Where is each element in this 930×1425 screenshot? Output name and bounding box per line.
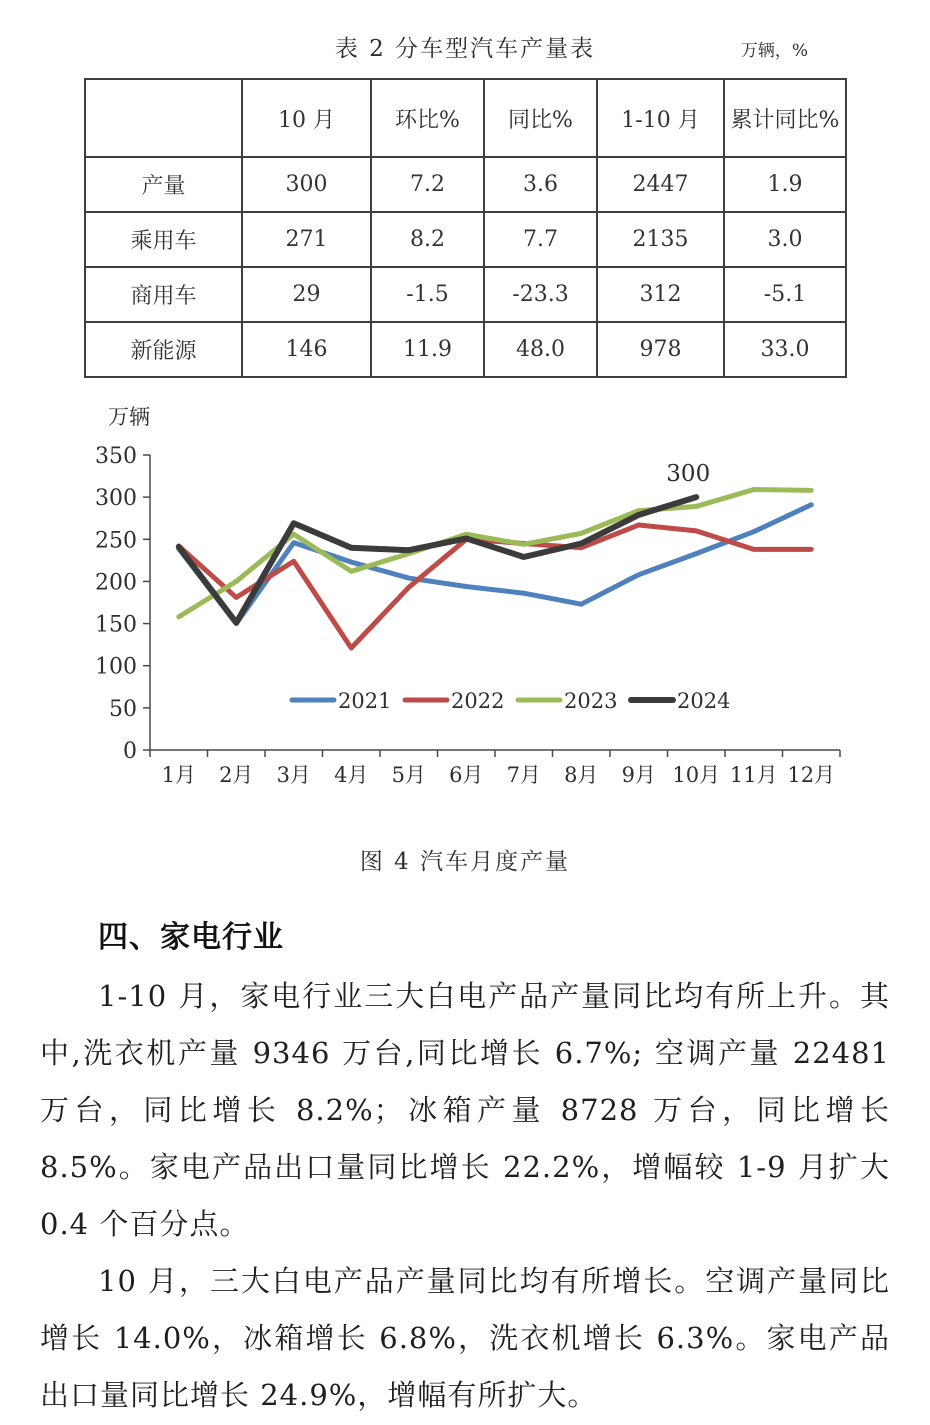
line-chart (0, 395, 930, 805)
y-axis (95, 444, 150, 764)
svg-text:9月: 9月 (621, 763, 656, 787)
col-header-october: 10 月 (242, 79, 371, 157)
section-heading: 四、家电行业 (98, 920, 284, 955)
table-header-row (85, 79, 846, 157)
svg-text:5月: 5月 (391, 763, 426, 787)
table-cell: 146 (242, 322, 371, 377)
table-row (85, 322, 846, 377)
svg-text:8月: 8月 (564, 763, 599, 787)
table-row (85, 212, 846, 267)
svg-text:7月: 7月 (506, 763, 541, 787)
svg-text:1月: 1月 (161, 763, 196, 787)
table-cell: 271 (242, 212, 371, 267)
chart-y-axis-label: 万辆 (108, 405, 150, 429)
table-cell: 33.0 (724, 322, 846, 377)
svg-text:0: 0 (123, 739, 137, 764)
row-label: 产量 (85, 157, 242, 212)
svg-text:250: 250 (95, 528, 137, 554)
table-cell: 48.0 (484, 322, 597, 377)
legend-label-2023: 2023 (564, 689, 618, 713)
table-cell: 7.2 (371, 157, 484, 212)
table-cell: 2135 (597, 212, 724, 267)
legend-label-2021: 2021 (338, 689, 392, 713)
table-cell: 312 (597, 267, 724, 322)
svg-text:3月: 3月 (276, 763, 311, 787)
data-label: 300 (666, 461, 711, 488)
svg-text:200: 200 (95, 570, 137, 596)
paragraph: 1-10 月，家电行业三大白电产品产量同比均有所上升。其中,洗衣机产量 9346 万台,同比增长 6.7%; 空调产量 22481 万台，同比增长 8.2%；冰箱产量 8728 万台，同比增长 8.5%。家电产品出口量同比增长 22.2%，增幅较 1-9 月扩大 0.4 个百分点。 (40, 979, 890, 1241)
col-header-yoy: 同比% (484, 79, 597, 157)
table-cell: 300 (242, 157, 371, 212)
table-unit-note: 万辆，% (740, 41, 808, 61)
svg-text:50: 50 (109, 696, 137, 722)
svg-text:4月: 4月 (334, 763, 369, 787)
svg-text:11月: 11月 (729, 763, 778, 787)
row-label: 商用车 (85, 267, 242, 322)
table-row (85, 157, 846, 212)
table-row (85, 267, 846, 322)
table-cell: 8.2 (371, 212, 484, 267)
table-cell: 1.9 (724, 157, 846, 212)
monthly-production-chart (0, 395, 930, 805)
production-table (84, 78, 847, 378)
chart-legend (292, 689, 730, 713)
figure-caption: 图 4 汽车月度产量 (359, 849, 571, 875)
table-cell: -23.3 (484, 267, 597, 322)
table-title: 表 2 分车型汽车产量表 (334, 36, 596, 62)
col-header-mom: 环比% (371, 79, 484, 157)
table-cell: -5.1 (724, 267, 846, 322)
table-cell: -1.5 (371, 267, 484, 322)
col-header-cum-yoy: 累计同比% (724, 79, 846, 157)
table-cell: 2447 (597, 157, 724, 212)
svg-text:100: 100 (95, 654, 137, 680)
table-cell: 11.9 (371, 322, 484, 377)
table-cell: 978 (597, 322, 724, 377)
x-axis (150, 750, 840, 787)
svg-text:2月: 2月 (219, 763, 254, 787)
legend-label-2022: 2022 (451, 689, 505, 713)
table-cell: 7.7 (484, 212, 597, 267)
body-text (40, 968, 890, 1424)
svg-text:150: 150 (95, 612, 137, 638)
paragraph: 10 月，三大白电产品产量同比均有所增长。空调产量同比增长 14.0%，冰箱增长 6.8%，洗衣机增长 6.3%。家电产品出口量同比增长 24.9%，增幅有所扩大。 (40, 1264, 890, 1412)
svg-text:6月: 6月 (449, 763, 484, 787)
svg-text:350: 350 (95, 444, 137, 469)
table-cell: 3.6 (484, 157, 597, 212)
svg-text:12月: 12月 (787, 763, 836, 787)
col-header-jan-oct: 1-10 月 (597, 79, 724, 157)
svg-text:10月: 10月 (672, 763, 721, 787)
table-cell: 29 (242, 267, 371, 322)
row-label: 乘用车 (85, 212, 242, 267)
series-2021 (179, 505, 812, 624)
legend-label-2024: 2024 (677, 689, 731, 713)
table-cell: 3.0 (724, 212, 846, 267)
row-label: 新能源 (85, 322, 242, 377)
svg-text:300: 300 (95, 486, 137, 512)
col-header-blank (85, 79, 242, 157)
